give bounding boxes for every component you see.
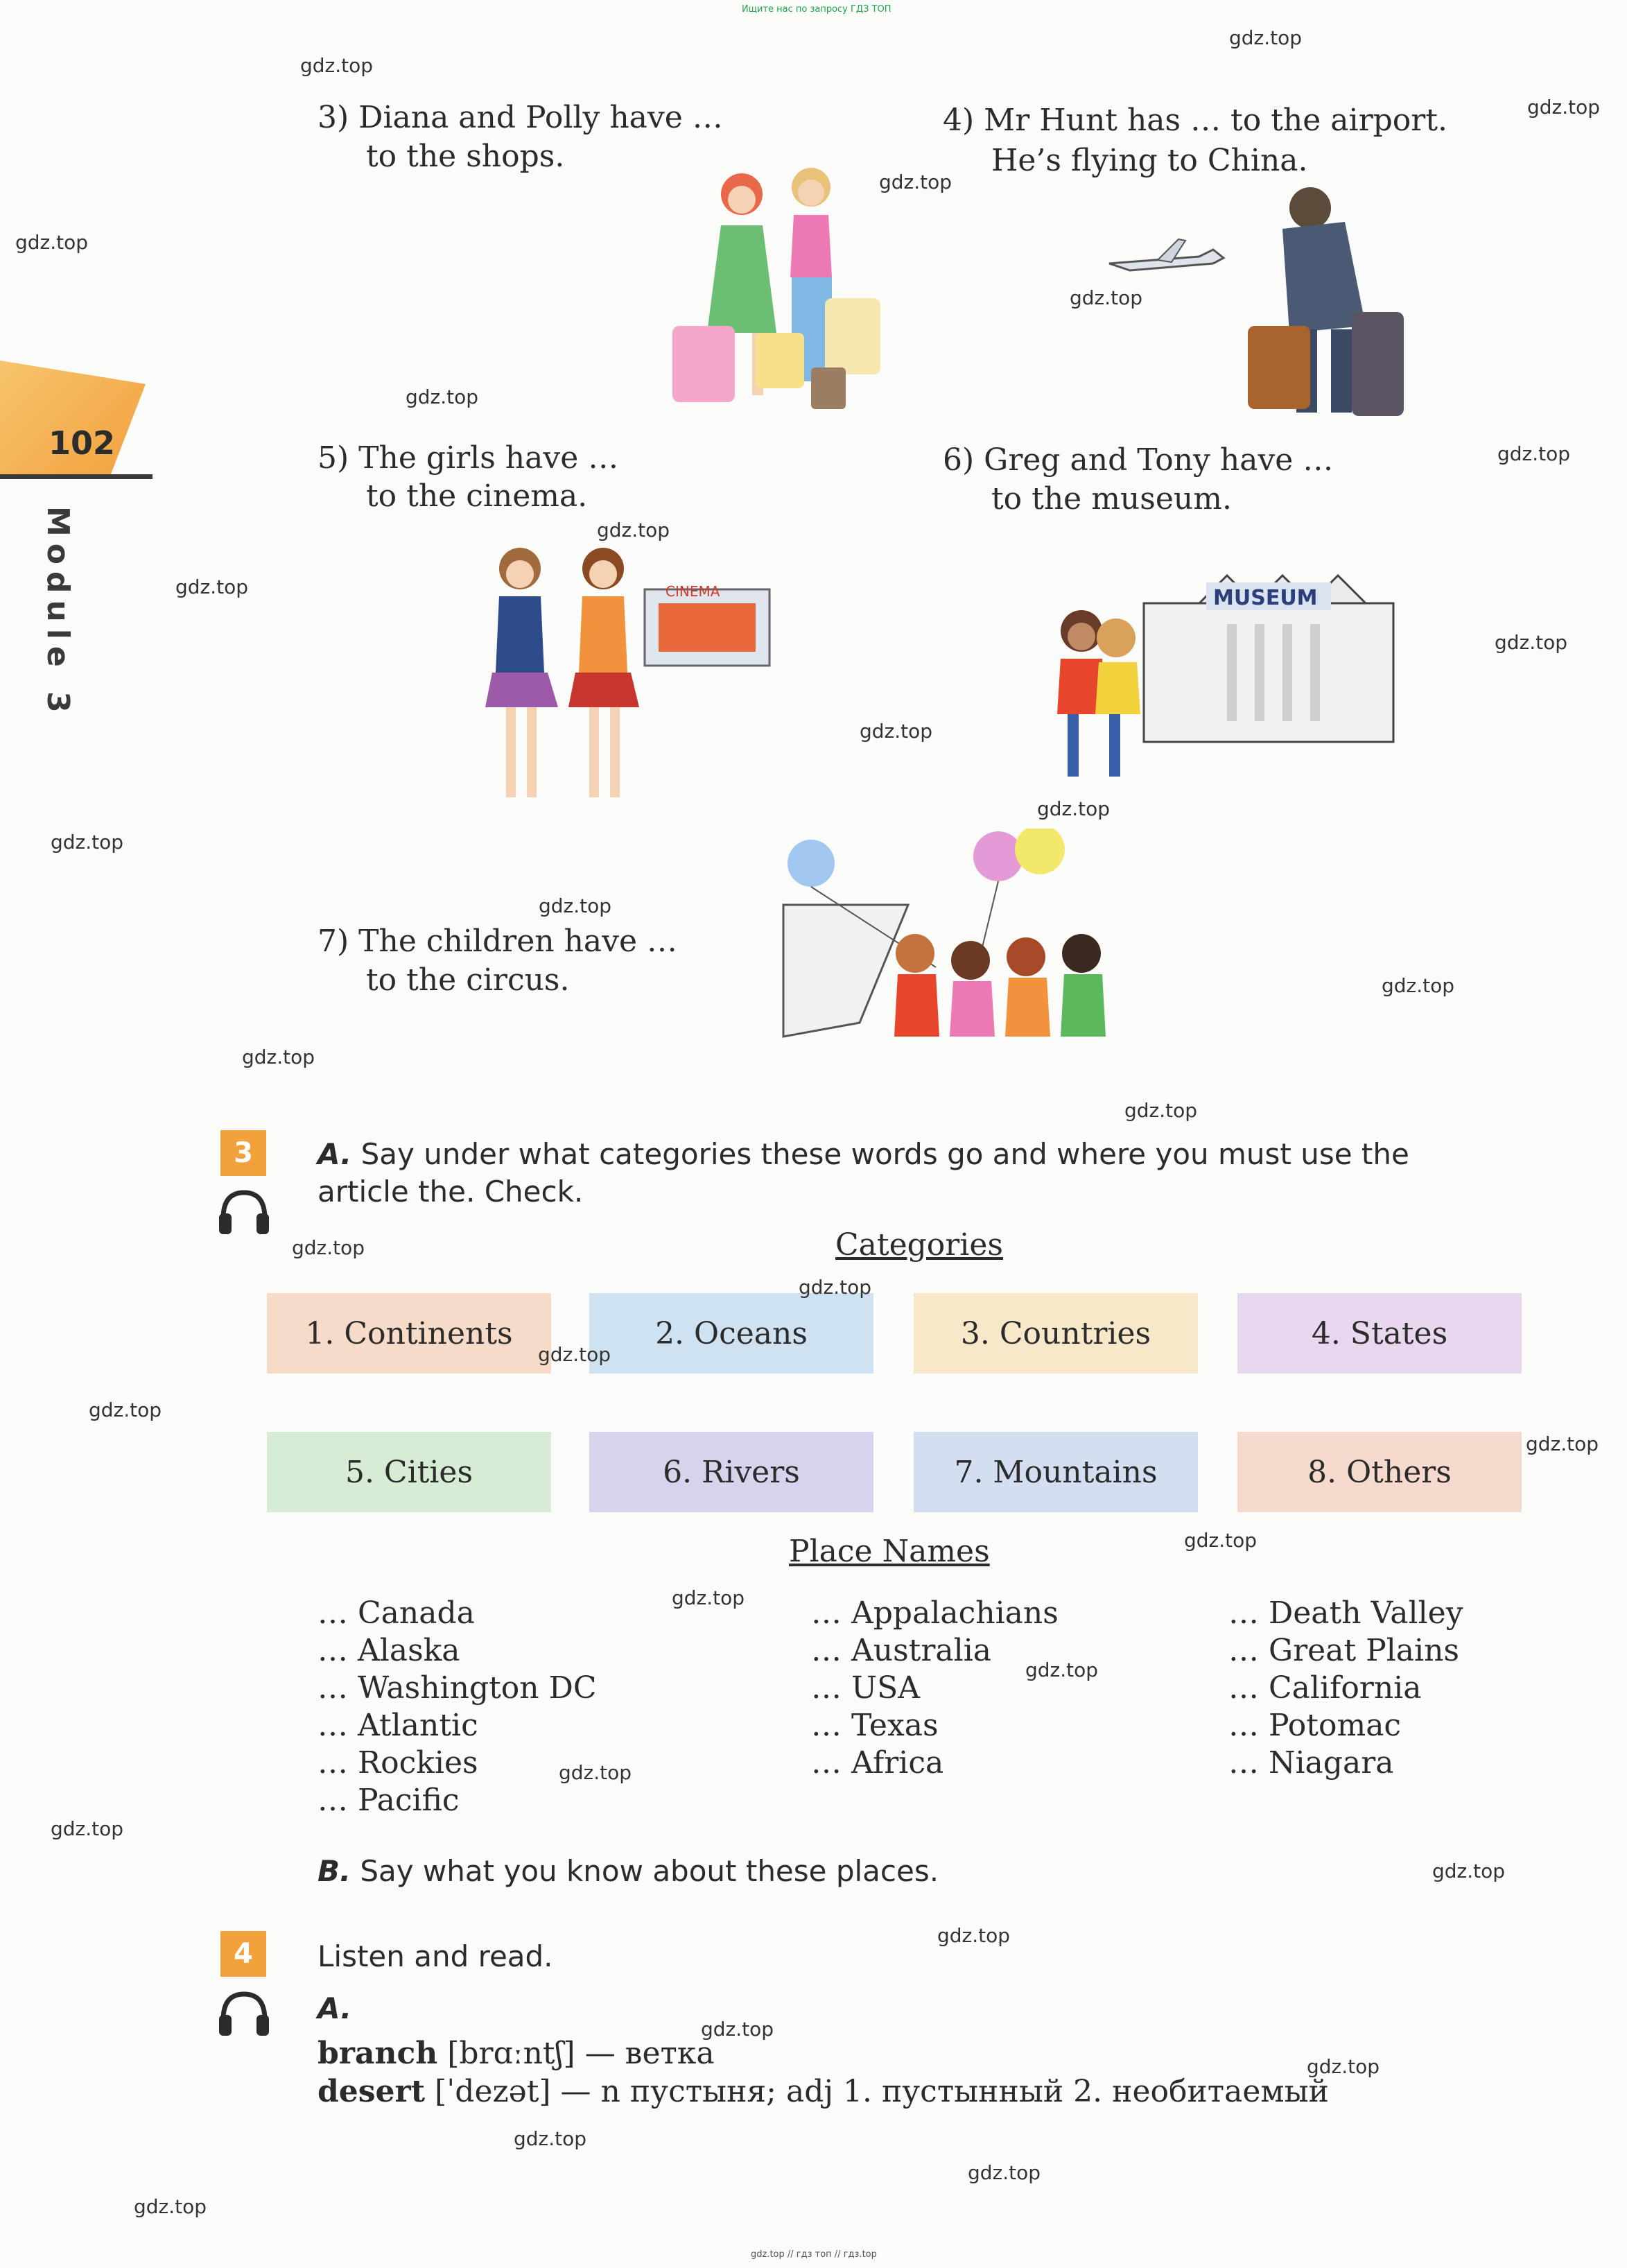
cinema-sign: CINEMA — [665, 583, 720, 600]
watermark: gdz.top — [672, 1586, 745, 1609]
watermark: gdz.top — [514, 2127, 587, 2150]
categories-heading: Categories — [835, 1227, 1003, 1263]
item-5-line2: to the cinema. — [366, 478, 588, 514]
watermark: gdz.top — [1495, 631, 1568, 654]
place-names-column-3 — [1228, 1595, 1463, 1782]
task-3a-instruction: A. Say under what categories these words go and where you must use the article the. Check. — [317, 1137, 1409, 1209]
watermark: gdz.top — [860, 720, 933, 743]
watermark: gdz.top — [937, 1924, 1011, 1947]
item-5-line1: 5) The girls have … — [317, 440, 619, 476]
watermark: gdz.top — [89, 1399, 162, 1421]
category-oceans: 2. Oceans — [589, 1293, 873, 1374]
watermark: gdz.top — [1526, 1432, 1599, 1455]
headphones-icon — [216, 1187, 272, 1236]
place-name: … Niagara — [1228, 1745, 1394, 1781]
watermark: gdz.top — [406, 386, 479, 408]
category-rivers: 6. Rivers — [589, 1432, 873, 1512]
watermark: gdz.top — [559, 1761, 632, 1784]
watermark: gdz.top — [1432, 1860, 1506, 1882]
task-4-instruction: Listen and read. — [317, 1939, 553, 1973]
top-note: Ищите нас по запросу ГДЗ ТОП — [742, 4, 891, 15]
task-4a-label: A. — [317, 1991, 352, 2025]
watermark: gdz.top — [292, 1236, 365, 1259]
museum-boys-illustration — [1040, 555, 1400, 784]
watermark: gdz.top — [300, 54, 374, 77]
bottom-note: gdz.top // гдз топ // гдз.top — [751, 2249, 877, 2260]
headphones-icon — [216, 1989, 272, 2037]
vocab-desert: desert [ˈdezət] — n пустыня; adj 1. пустынный 2. необитаемый — [317, 2074, 1329, 2109]
task-4-badge: 4 — [220, 1931, 266, 1977]
watermark: gdz.top — [1124, 1099, 1198, 1122]
place-name: … Death Valley — [1228, 1595, 1463, 1631]
watermark: gdz.top — [538, 1343, 611, 1366]
item-6-line2: to the museum. — [991, 481, 1232, 517]
place-names-column-2 — [811, 1595, 1059, 1782]
watermark: gdz.top — [1025, 1659, 1099, 1681]
category-mountains: 7. Mountains — [914, 1432, 1198, 1512]
page-number: 102 — [49, 424, 116, 462]
watermark: gdz.top — [1070, 286, 1143, 309]
watermark: gdz.top — [1184, 1529, 1258, 1552]
place-name: … Pacific — [317, 1783, 460, 1818]
place-name: … Great Plains — [1228, 1633, 1460, 1668]
place-name: … Australia — [811, 1633, 992, 1668]
task-3b-instruction: B. Say what you know about these places. — [317, 1854, 939, 1888]
place-name: … Rockies — [317, 1745, 478, 1781]
category-cities: 5. Cities — [267, 1432, 551, 1512]
watermark: gdz.top — [1307, 2055, 1380, 2078]
place-name: … Alaska — [317, 1633, 460, 1668]
watermark: gdz.top — [1527, 96, 1601, 119]
traveller-illustration — [1102, 173, 1407, 444]
place-name: … Texas — [811, 1708, 939, 1743]
place-names-heading: Place Names — [789, 1534, 990, 1569]
page-rule — [0, 474, 153, 479]
watermark: gdz.top — [51, 1817, 124, 1840]
place-name: … Appalachians — [811, 1595, 1059, 1631]
place-name: … Canada — [317, 1595, 475, 1631]
watermark: gdz.top — [134, 2195, 207, 2218]
place-name: … Atlantic — [317, 1708, 478, 1743]
watermark: gdz.top — [968, 2161, 1041, 2184]
cinema-girls-illustration — [458, 541, 783, 818]
watermark: gdz.top — [597, 519, 670, 542]
item-3-line1: 3) Diana and Polly have … — [317, 100, 723, 135]
watermark: gdz.top — [539, 894, 612, 917]
watermark: gdz.top — [879, 171, 952, 193]
item-6-line1: 6) Greg and Tony have … — [943, 442, 1334, 478]
place-name: … Washington DC — [317, 1670, 597, 1706]
category-continents: 1. Continents — [267, 1293, 551, 1374]
category-states: 4. States — [1237, 1293, 1522, 1374]
watermark: gdz.top — [242, 1046, 315, 1068]
place-names-column-1 — [317, 1595, 597, 1819]
place-name: … California — [1228, 1670, 1422, 1706]
place-name: … USA — [811, 1670, 920, 1706]
item-4-line1: 4) Mr Hunt has … to the airport. — [943, 103, 1447, 138]
circus-children-illustration — [769, 829, 1130, 1085]
item-4-line2: He’s flying to China. — [991, 143, 1308, 178]
watermark: gdz.top — [701, 2018, 774, 2041]
place-name: … Potomac — [1228, 1708, 1402, 1743]
watermark: gdz.top — [1497, 442, 1571, 465]
watermark: gdz.top — [15, 231, 89, 254]
shopping-girls-illustration — [638, 159, 887, 430]
category-countries: 3. Countries — [914, 1293, 1198, 1374]
vocab-branch: branch [brɑːntʃ] — ветка — [317, 2036, 715, 2071]
item-3-line2: to the shops. — [366, 139, 565, 174]
watermark: gdz.top — [51, 831, 124, 854]
task-3-badge: 3 — [220, 1130, 266, 1176]
watermark: gdz.top — [1037, 797, 1111, 820]
category-others: 8. Others — [1237, 1432, 1522, 1512]
item-7-line2: to the circus. — [366, 962, 570, 998]
watermark: gdz.top — [1229, 26, 1303, 49]
watermark: gdz.top — [175, 575, 249, 598]
watermark: gdz.top — [1382, 974, 1455, 997]
museum-sign: MUSEUM — [1213, 586, 1318, 610]
watermark: gdz.top — [799, 1276, 872, 1299]
module-label: Module 3 — [40, 506, 76, 720]
place-name: … Africa — [811, 1745, 944, 1781]
item-7-line1: 7) The children have … — [317, 924, 678, 959]
